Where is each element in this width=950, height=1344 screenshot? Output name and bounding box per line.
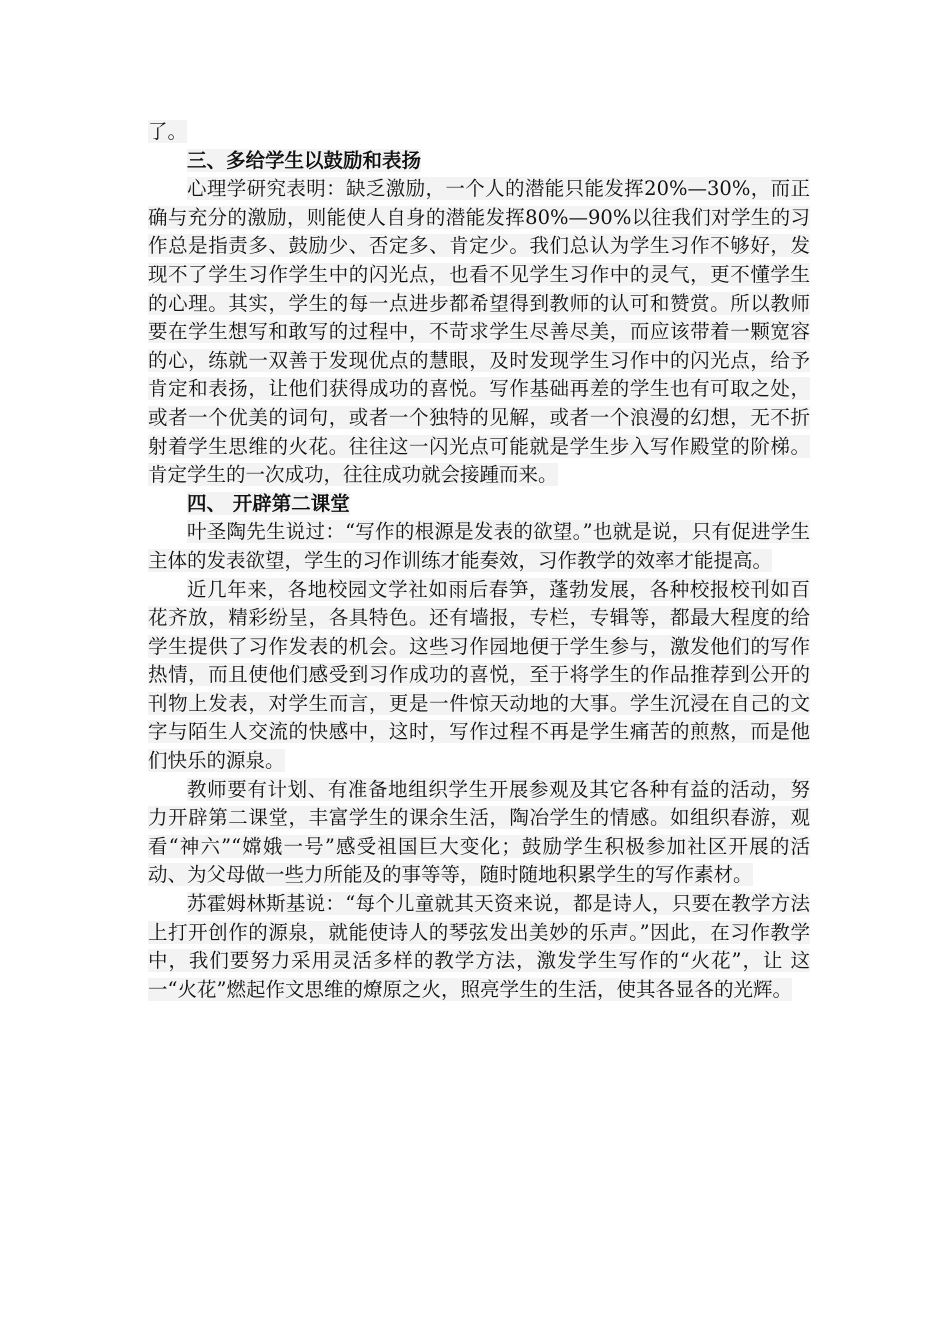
section-4-paragraph-3-text: 教师要有计划、有准备地组织学生开展参观及其它各种有益的活动，努力开辟第二课堂，丰富学生的课余生活，陶冶学生的情感。如组织春游，观看“神六”“嫦娥一号”感受祖国巨大变化；鼓励学生积极参加社区开展的活动、为父母做一些力所能及的事等等，随时随地积累学生的写作素材。 (148, 777, 810, 887)
section-3-heading-text: 三、多给学生以鼓励和表扬 (187, 148, 422, 172)
section-4-paragraph-1 (148, 518, 810, 575)
section-4-paragraph-1-text: 叶圣陶先生说过：“写作的根源是发表的欲望。”也就是说，只有促进学生主体的发表欲望，学生的习作训练才能奏效，习作教学的效率才能提高。 (148, 520, 810, 572)
section-4-heading-text: 四、 开辟第二课堂 (187, 491, 350, 515)
continuation-text (148, 118, 810, 147)
document-body (148, 118, 810, 1004)
section-3-heading (148, 147, 810, 176)
section-3-paragraph-1 (148, 175, 810, 490)
section-4-paragraph-4-text: 苏霍姆林斯基说：“每个儿童就其天资来说，都是诗人，只要在教学方法上打开创作的源泉，就能使诗人的琴弦发出美妙的乐声。”因此，在习作教学中，我们要努力采用灵活多样的教学方法，激发学生写作的“火花”，让 这一“火花”燃起作文思维的燎原之火，照亮学生的生活，使其各显各的光辉。 (148, 892, 810, 1001)
section-4-heading (148, 490, 810, 519)
section-4-paragraph-2 (148, 576, 810, 776)
section-4-paragraph-3 (148, 776, 810, 890)
section-3-paragraph-1-text: 心理学研究表明：缺乏激励，一个人的潜能只能发挥20%—30%，而正确与充分的激励，则能使人自身的潜能发挥80%—90%以往我们对学生的习作总是指责多、鼓励少、否定多、肯定少。我们总认为学生习作不够好，发现不了学生习作学生中的闪光点，也看不见学生习作中的灵气，更不懂学生的心理。其实，学生的每一点进步都希望得到教师的认可和赞赏。所以教师要在学生想写和敢写的过程中，不苛求学生尽善尽美，而应该带着一颗宽容的心，练就一双善于发现优点的慧眼，及时发现学生习作中的闪光点，给予肯定和表扬，让他们获得成功的喜悦。写作基础再差的学生也有可取之处，或者一个优美的词句，或者一个独特的见解，或者一个浪漫的幻想，无不折射着学生思维的火花。往往这一闪光点可能就是学生步入写作殿堂的阶梯。肯定学生的一次成功，往往成功就会接踵而来。 (148, 177, 810, 487)
continuation-line: 了。 (148, 120, 188, 143)
section-4-paragraph-2-text: 近几年来，各地校园文学社如雨后春笋，蓬勃发展，各种校报校刊如百花齐放，精彩纷呈，各具特色。还有墙报，专栏，专辑等，都最大程度的给学生提供了习作发表的机会。这些习作园地便于学生参与，激发他们的写作热情，而且使他们感受到习作成功的喜悦，至于将学生的作品推荐到公开的刊物上发表，对学生而言，更是一件惊天动地的大事。学生沉浸在自己的文字与陌生人交流的快感中，这时，写作过程不再是学生痛苦的煎熬，而是他们快乐的源泉。 (148, 577, 810, 773)
section-4-paragraph-4 (148, 890, 810, 1004)
